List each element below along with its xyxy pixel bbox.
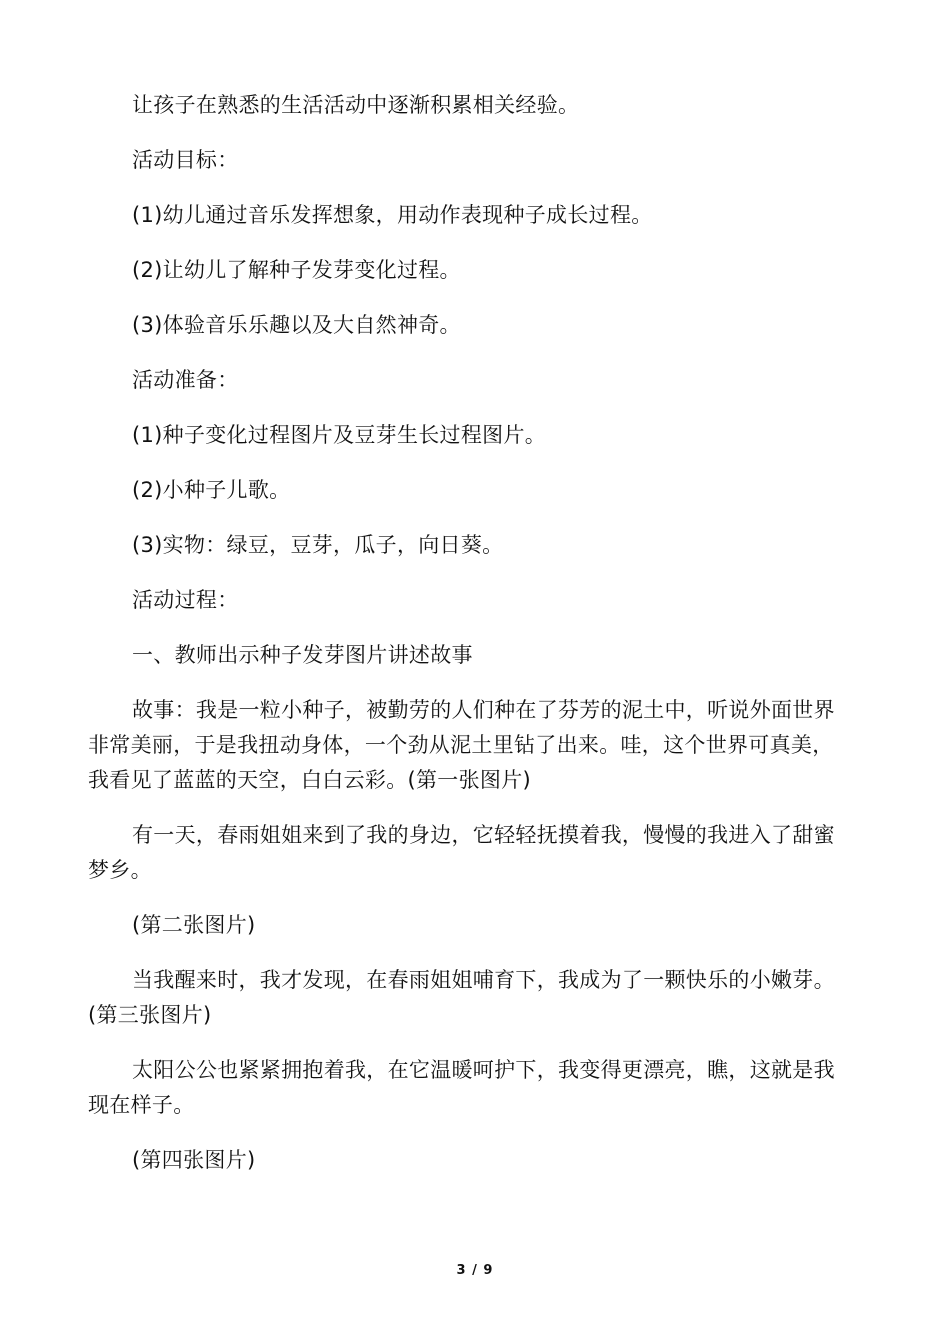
story-paragraph-2: 有一天，春雨姐姐来到了我的身边，它轻轻抚摸着我，慢慢的我进入了甜蜜梦乡。	[88, 823, 835, 882]
paragraph-intro: 让孩子在熟悉的生活活动中逐渐积累相关经验。	[132, 93, 580, 117]
heading-goals: 活动目标：	[132, 148, 239, 172]
process-step-1: 一、教师出示种子发芽图片讲述故事	[132, 643, 473, 667]
preparation-item-1: (1)种子变化过程图片及豆芽生长过程图片。	[132, 423, 547, 447]
goal-item-2: (2)让幼儿了解种子发芽变化过程。	[132, 258, 461, 282]
preparation-item-3: (3)实物：绿豆，豆芽，瓜子，向日葵。	[132, 533, 504, 557]
preparation-item-2: (2)小种子儿歌。	[132, 478, 291, 502]
document-body	[88, 88, 850, 1198]
picture-note-4: (第四张图片)	[132, 1148, 256, 1172]
picture-note-2: (第二张图片)	[132, 913, 256, 937]
heading-preparation: 活动准备：	[132, 368, 239, 392]
page-number: 3 / 9	[456, 1263, 494, 1278]
story-paragraph-4: 太阳公公也紧紧拥抱着我，在它温暖呵护下，我变得更漂亮，瞧，这就是我现在样子。	[88, 1058, 835, 1117]
story-paragraph-1: 故事：我是一粒小种子，被勤劳的人们种在了芬芳的泥土中，听说外面世界非常美丽，于是我扭动身体，一个劲从泥土里钻了出来。哇，这个世界可真美，我看见了蓝蓝的天空，白白云彩。(第一张图片)	[88, 698, 835, 792]
goal-item-3: (3)体验音乐乐趣以及大自然神奇。	[132, 313, 461, 337]
story-paragraph-3: 当我醒来时，我才发现，在春雨姐姐哺育下，我成为了一颗快乐的小嫩芽。(第三张图片)	[88, 968, 835, 1027]
heading-process: 活动过程：	[132, 588, 239, 612]
goal-item-1: (1)幼儿通过音乐发挥想象，用动作表现种子成长过程。	[132, 203, 653, 227]
